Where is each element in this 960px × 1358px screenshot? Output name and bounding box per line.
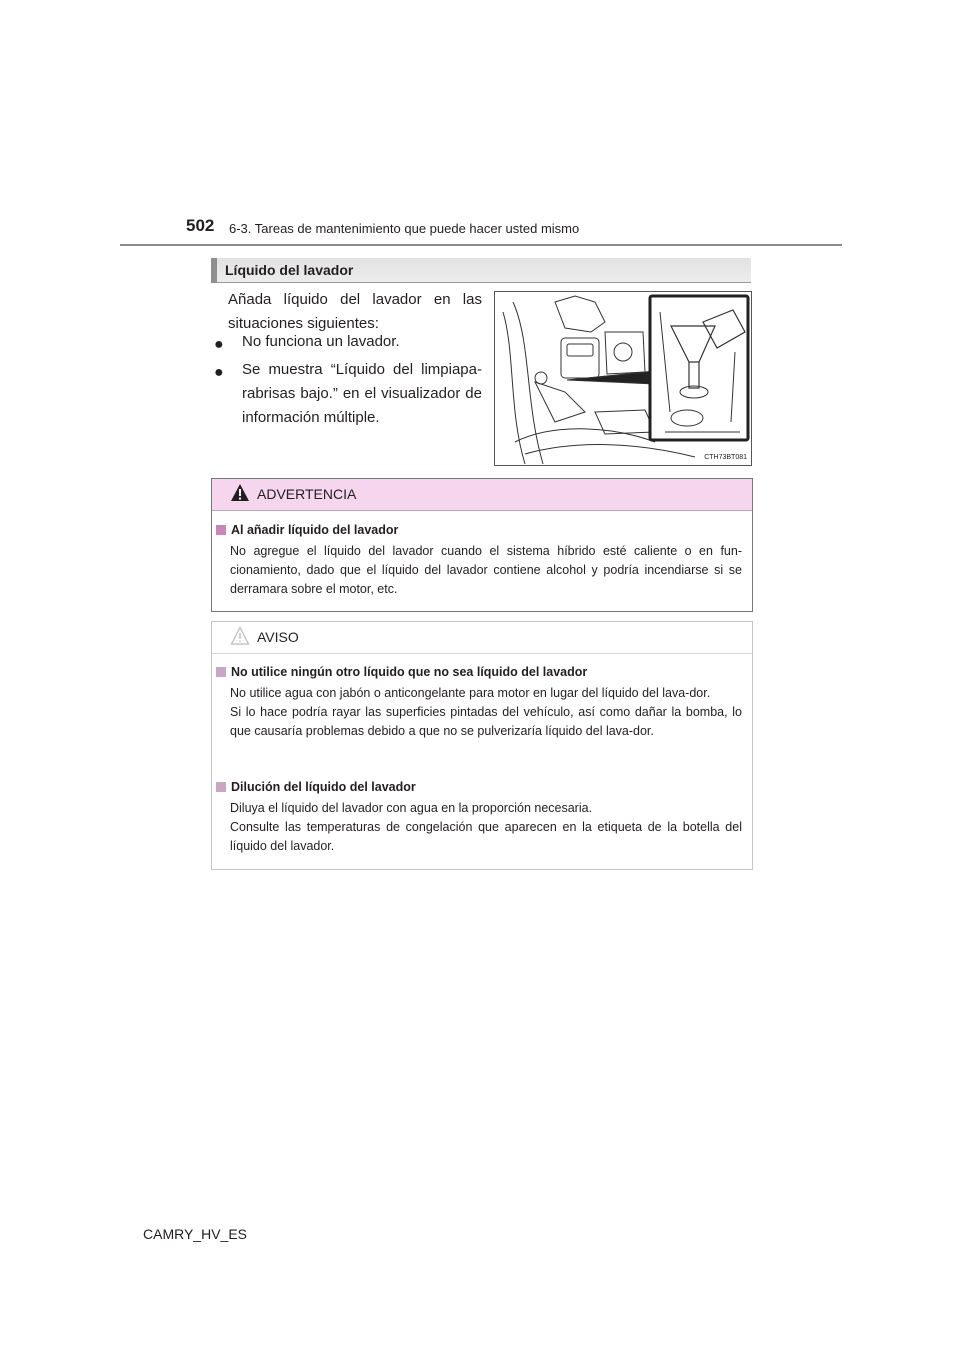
notice-item [212,780,752,860]
section-header [211,258,751,283]
figure-code: CTH73BT081 [704,454,747,461]
section-title: Líquido del lavador [225,262,354,278]
notice-item-paragraph: Diluya el líquido del lavador con agua en la proporción necesaria. [230,801,593,815]
notice-item-heading: No utilice ningún otro líquido que no sea líquido del lavador [231,665,588,679]
square-bullet-icon [216,667,226,677]
notice-item-paragraph: Consulte las temperaturas de congelación que aparecen en la etiqueta de la botella del líquido del lavador. [230,820,742,853]
bullet-icon: ● [214,336,224,353]
warning-box [211,478,753,612]
intro-text: Añada líquido del lavador en las situaciones siguientes: [228,291,482,332]
list-item [212,358,482,430]
list-item-text: Se muestra “Líquido del limpiapa-rabrisas bajo.” en el visualizador de información múltiple. [242,361,482,426]
list-item-text: No funciona un lavador. [242,333,400,350]
header-divider [120,244,842,246]
page-number: 502 [186,216,215,235]
notice-item-paragraph: Si lo hace podría rayar las superficies pintadas del vehículo, así como dañar la bomba, lo que causaría problemas debido a que no se pulverizaría líquido del lava-dor. [230,705,742,738]
notice-box [211,621,753,870]
warning-icon [230,483,250,503]
notice-item-body [230,799,742,856]
square-bullet-icon [216,782,226,792]
notice-item-heading: Dilución del líquido del lavador [231,780,416,794]
notice-item [212,665,752,775]
warning-item-heading: Al añadir líquido del lavador [231,523,399,537]
caution-icon [230,626,250,646]
warning-item-body: No agregue el líquido del lavador cuando el sistema híbrido esté caliente o en fun-cionamiento, dado que el líquido del lavador contiene alcohol y podría incendiarse si se derramara sobre el motor, etc. [230,544,742,596]
notice-header [212,622,752,654]
bullet-icon: ● [214,364,224,381]
notice-label: AVISO [257,629,299,645]
square-bullet-icon [216,525,226,535]
condition-list [212,330,482,434]
list-item [212,330,482,354]
warning-item [212,523,752,603]
section-header-bar [211,258,217,283]
notice-item-body [230,684,742,741]
notice-item-paragraph: No utilice agua con jabón o anticongelante para motor en lugar del líquido del lava-dor. [230,686,711,700]
model-code: CAMRY_HV_ES [143,1226,248,1242]
warning-label: ADVERTENCIA [257,486,357,502]
warning-header [212,479,752,511]
chapter-title: 6-3. Tareas de mantenimiento que puede hacer usted mismo [229,221,580,236]
washer-fluid-illustration [494,291,752,466]
